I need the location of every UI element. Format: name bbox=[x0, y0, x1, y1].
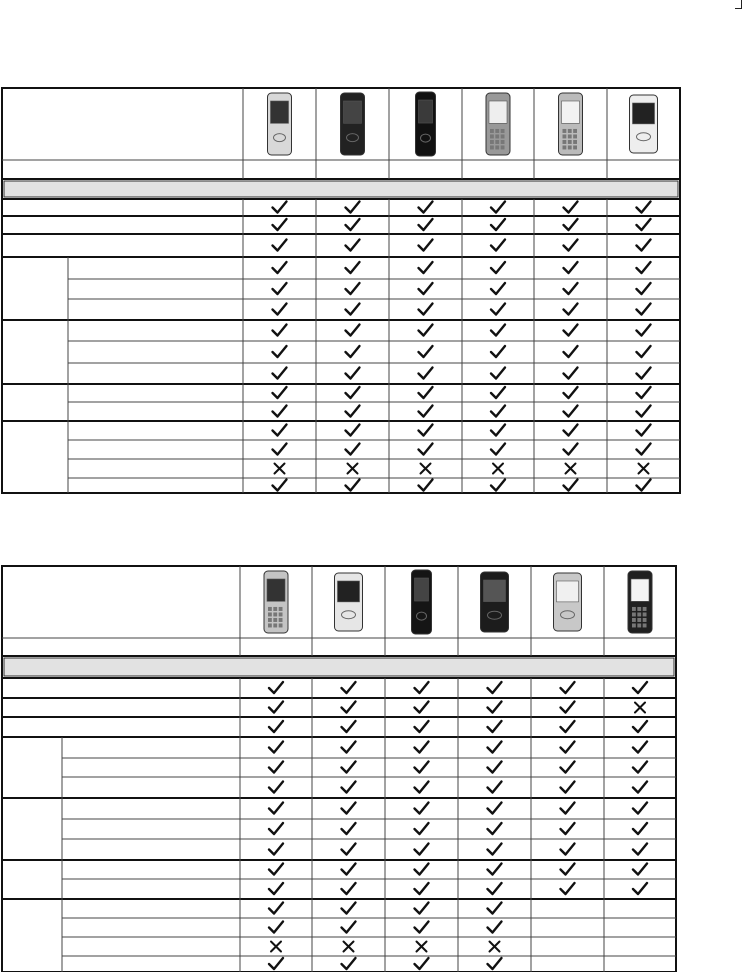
check-mark-icon bbox=[633, 762, 647, 773]
phone-key bbox=[268, 607, 272, 611]
check-mark-icon bbox=[561, 721, 575, 732]
check-mark-icon bbox=[488, 803, 502, 814]
check-mark-icon bbox=[633, 721, 647, 732]
check-mark-icon bbox=[561, 844, 575, 855]
check-mark-icon bbox=[269, 782, 283, 793]
check-mark-icon bbox=[561, 742, 575, 753]
check-mark-icon bbox=[342, 958, 356, 969]
cross-stroke bbox=[490, 942, 500, 952]
check-mark-icon bbox=[488, 903, 502, 914]
check-mark-icon bbox=[488, 883, 502, 894]
phone-key bbox=[268, 623, 272, 627]
check-mark-icon bbox=[342, 762, 356, 773]
phone-key bbox=[643, 612, 647, 616]
check-mark-icon bbox=[342, 803, 356, 814]
check-mark-icon bbox=[633, 782, 647, 793]
check-mark-icon bbox=[415, 958, 429, 969]
check-mark-icon bbox=[269, 922, 283, 933]
phone-key bbox=[279, 612, 283, 616]
check-mark-icon bbox=[342, 702, 356, 713]
check-mark-icon bbox=[342, 903, 356, 914]
check-mark-icon bbox=[269, 762, 283, 773]
check-mark-icon bbox=[633, 742, 647, 753]
check-mark-icon bbox=[415, 803, 429, 814]
check-mark-icon bbox=[488, 844, 502, 855]
check-mark-icon bbox=[269, 844, 283, 855]
phone-key bbox=[643, 618, 647, 622]
section-band bbox=[4, 658, 674, 676]
phone-key bbox=[637, 607, 641, 611]
phone-flip-black-icon bbox=[481, 572, 509, 632]
check-mark-icon bbox=[415, 844, 429, 855]
cross-mark-icon bbox=[635, 703, 645, 713]
cross-stroke bbox=[344, 942, 354, 952]
phone-key bbox=[632, 612, 636, 616]
check-mark-icon bbox=[269, 682, 283, 693]
check-mark-icon bbox=[488, 682, 502, 693]
cross-mark-icon bbox=[490, 942, 500, 952]
check-mark-icon bbox=[415, 702, 429, 713]
check-mark-icon bbox=[342, 844, 356, 855]
phone-key bbox=[637, 612, 641, 616]
phone-key bbox=[637, 618, 641, 622]
phone-screen bbox=[484, 580, 506, 602]
phone-key bbox=[279, 618, 283, 622]
check-mark-icon bbox=[342, 922, 356, 933]
cross-mark-icon bbox=[417, 942, 427, 952]
cross-mark-icon bbox=[344, 942, 354, 952]
check-mark-icon bbox=[488, 782, 502, 793]
phone-key bbox=[273, 618, 277, 622]
check-mark-icon bbox=[561, 803, 575, 814]
check-mark-icon bbox=[269, 903, 283, 914]
cross-mark-icon bbox=[271, 942, 281, 952]
check-mark-icon bbox=[415, 742, 429, 753]
check-mark-icon bbox=[488, 702, 502, 713]
check-mark-icon bbox=[342, 721, 356, 732]
check-mark-icon bbox=[561, 823, 575, 834]
check-mark-icon bbox=[415, 782, 429, 793]
check-mark-icon bbox=[488, 922, 502, 933]
phone-key bbox=[632, 618, 636, 622]
check-mark-icon bbox=[633, 803, 647, 814]
check-mark-icon bbox=[415, 682, 429, 693]
check-mark-icon bbox=[342, 742, 356, 753]
check-mark-icon bbox=[269, 803, 283, 814]
check-mark-icon bbox=[561, 864, 575, 875]
check-mark-icon bbox=[269, 883, 283, 894]
check-mark-icon bbox=[488, 958, 502, 969]
cross-stroke bbox=[271, 942, 281, 952]
check-mark-icon bbox=[269, 721, 283, 732]
phone-key bbox=[637, 623, 641, 627]
phone-key bbox=[273, 612, 277, 616]
phone-keypad-black-icon bbox=[628, 571, 652, 633]
phone-key bbox=[279, 607, 283, 611]
phone-key bbox=[268, 618, 272, 622]
phone-screen bbox=[631, 579, 649, 601]
phone-key bbox=[273, 623, 277, 627]
check-mark-icon bbox=[488, 742, 502, 753]
check-mark-icon bbox=[415, 883, 429, 894]
phone-key bbox=[273, 607, 277, 611]
check-mark-icon bbox=[342, 682, 356, 693]
check-mark-icon bbox=[269, 742, 283, 753]
phone-screen bbox=[338, 581, 360, 602]
check-mark-icon bbox=[415, 864, 429, 875]
phone-key bbox=[279, 623, 283, 627]
phone-key bbox=[643, 607, 647, 611]
check-mark-icon bbox=[488, 721, 502, 732]
cross-stroke bbox=[417, 942, 427, 952]
check-mark-icon bbox=[561, 702, 575, 713]
check-mark-icon bbox=[561, 682, 575, 693]
phone-keypad-silver-icon bbox=[264, 571, 288, 633]
check-mark-icon bbox=[342, 864, 356, 875]
check-mark-icon bbox=[633, 883, 647, 894]
check-mark-icon bbox=[269, 823, 283, 834]
check-mark-icon bbox=[633, 823, 647, 834]
check-mark-icon bbox=[488, 823, 502, 834]
check-mark-icon bbox=[633, 844, 647, 855]
check-mark-icon bbox=[342, 823, 356, 834]
check-mark-icon bbox=[269, 702, 283, 713]
phone-key bbox=[632, 607, 636, 611]
check-mark-icon bbox=[633, 682, 647, 693]
check-mark-icon bbox=[488, 762, 502, 773]
check-mark-icon bbox=[561, 782, 575, 793]
phone-screen bbox=[267, 579, 285, 601]
check-mark-icon bbox=[561, 883, 575, 894]
check-mark-icon bbox=[415, 823, 429, 834]
phone-communicator-silver-icon bbox=[554, 573, 582, 631]
check-mark-icon bbox=[415, 762, 429, 773]
check-mark-icon bbox=[269, 958, 283, 969]
phone-slider-white-icon bbox=[335, 573, 363, 631]
phone-key bbox=[643, 623, 647, 627]
check-mark-icon bbox=[342, 782, 356, 793]
check-mark-icon bbox=[633, 864, 647, 875]
check-mark-icon bbox=[415, 721, 429, 732]
check-mark-icon bbox=[415, 903, 429, 914]
phone-slim-black-icon bbox=[412, 570, 432, 634]
check-mark-icon bbox=[269, 864, 283, 875]
cross-stroke bbox=[635, 703, 645, 713]
phone-screen bbox=[557, 581, 579, 602]
check-mark-icon bbox=[561, 762, 575, 773]
check-mark-icon bbox=[415, 922, 429, 933]
phone-key bbox=[268, 612, 272, 616]
check-mark-icon bbox=[342, 883, 356, 894]
phone-screen bbox=[415, 578, 429, 601]
phone-key bbox=[632, 623, 636, 627]
check-mark-icon bbox=[488, 864, 502, 875]
